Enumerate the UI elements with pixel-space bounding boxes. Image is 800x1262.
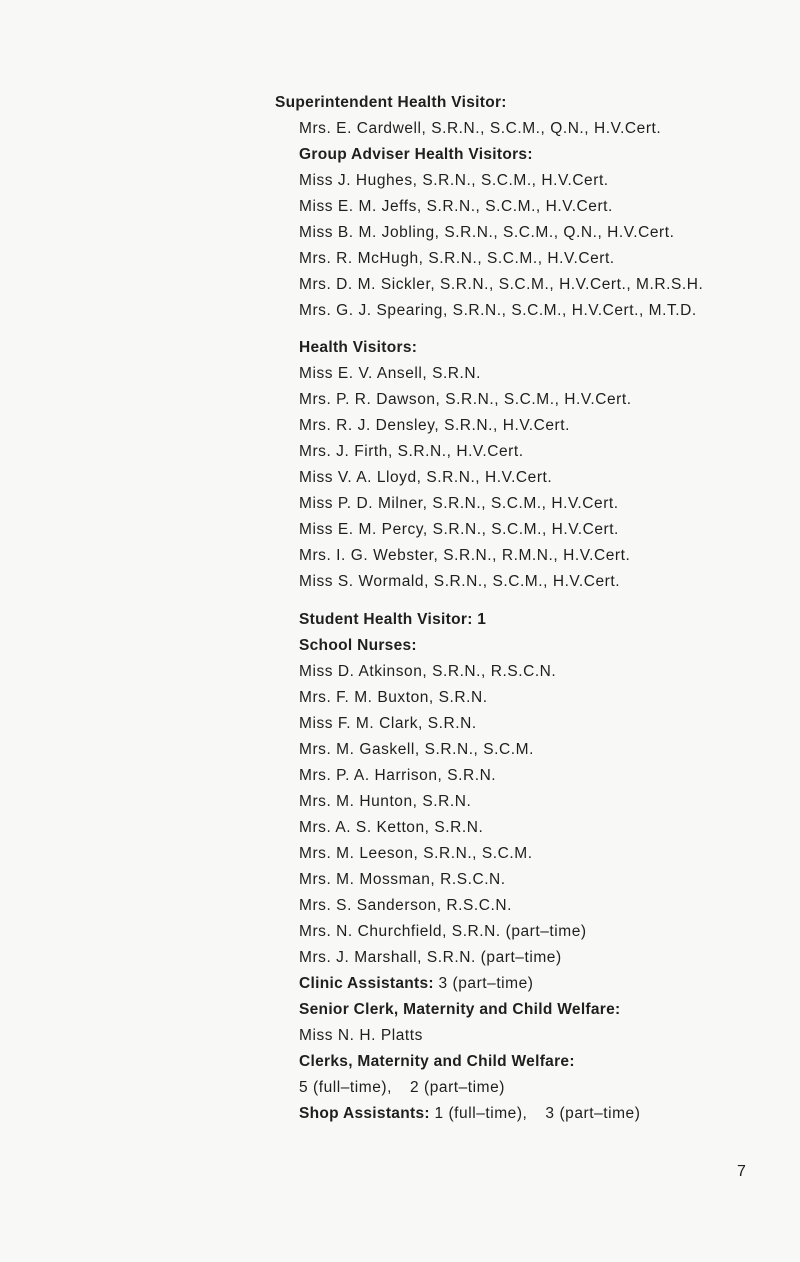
- staff-entry: Mrs. E. Cardwell, S.R.N., S.C.M., Q.N., H.V.Cert.: [299, 120, 662, 137]
- staff-entry: Mrs. M. Gaskell, S.R.N., S.C.M.: [299, 741, 534, 758]
- staff-entry: Mrs. S. Sanderson, R.S.C.N.: [299, 897, 512, 914]
- staff-entry: Mrs. P. A. Harrison, S.R.N.: [299, 767, 497, 784]
- staff-entry: Miss V. A. Lloyd, S.R.N., H.V.Cert.: [299, 469, 553, 486]
- clerks-part-time: 2 (part–time): [409, 1079, 505, 1096]
- staff-entry: Miss E. M. Percy, S.R.N., S.C.M., H.V.Cert.: [299, 521, 619, 538]
- staff-entry: Mrs. R. McHugh, S.R.N., S.C.M., H.V.Cert.: [299, 250, 615, 267]
- staff-entry: Mrs. I. G. Webster, S.R.N., R.M.N., H.V.Cert.: [299, 547, 631, 564]
- staff-entry: Miss S. Wormald, S.R.N., S.C.M., H.V.Cert.: [299, 573, 621, 590]
- staff-entry: Mrs. M. Leeson, S.R.N., S.C.M.: [299, 845, 533, 862]
- staff-entry: Miss E. M. Jeffs, S.R.N., S.C.M., H.V.Cert.: [299, 198, 613, 215]
- student-health-visitor-label: Student Health Visitor:: [299, 611, 473, 628]
- clinic-assistants-value: 3 (part–time): [438, 975, 534, 992]
- staff-entry: Mrs. M. Hunton, S.R.N.: [299, 793, 472, 810]
- page-number: 7: [737, 1163, 746, 1180]
- staff-entry: Miss F. M. Clark, S.R.N.: [299, 715, 477, 732]
- staff-entry: Miss D. Atkinson, S.R.N., R.S.C.N.: [299, 663, 557, 680]
- section-heading-school-nurses: School Nurses:: [299, 637, 417, 654]
- staff-entry: Miss E. V. Ansell, S.R.N.: [299, 365, 482, 382]
- section-heading-superintendent: Superintendent Health Visitor:: [275, 94, 507, 111]
- staff-entry: Miss B. M. Jobling, S.R.N., S.C.M., Q.N., H.V.Cert.: [299, 224, 675, 241]
- staff-entry: Mrs. G. J. Spearing, S.R.N., S.C.M., H.V.Cert., M.T.D.: [299, 302, 697, 319]
- shop-assistants-part-time: 3 (part–time): [545, 1105, 641, 1122]
- staff-entry: Mrs. A. S. Ketton, S.R.N.: [299, 819, 484, 836]
- shop-assistants-full-time: 1 (full–time),: [434, 1105, 528, 1122]
- staff-entry: Miss N. H. Platts: [299, 1027, 423, 1044]
- staff-entry: Mrs. J. Firth, S.R.N., H.V.Cert.: [299, 443, 524, 460]
- section-heading-shop-assistants: [299, 1104, 640, 1124]
- staff-entry: Miss P. D. Milner, S.R.N., S.C.M., H.V.Cert.: [299, 495, 619, 512]
- section-heading-student-health-visitor: [299, 610, 486, 630]
- clinic-assistants-label: Clinic Assistants:: [299, 975, 434, 992]
- staff-entry: Mrs. N. Churchfield, S.R.N. (part–time): [299, 923, 587, 940]
- staff-entry: Mrs. F. M. Buxton, S.R.N.: [299, 689, 488, 706]
- section-heading-health-visitors: Health Visitors:: [299, 339, 418, 356]
- section-heading-clinic-assistants: [299, 974, 534, 994]
- staff-entry: Mrs. M. Mossman, R.S.C.N.: [299, 871, 506, 888]
- clerks-full-time: 5 (full–time),: [299, 1079, 392, 1096]
- staff-entry: Mrs. P. R. Dawson, S.R.N., S.C.M., H.V.Cert.: [299, 391, 632, 408]
- section-heading-senior-clerk: Senior Clerk, Maternity and Child Welfare:: [299, 1001, 621, 1018]
- shop-assistants-label: Shop Assistants:: [299, 1105, 430, 1122]
- staff-entry: Miss J. Hughes, S.R.N., S.C.M., H.V.Cert.: [299, 172, 609, 189]
- section-heading-group-adviser: Group Adviser Health Visitors:: [299, 146, 533, 163]
- clerks-counts: [299, 1078, 505, 1098]
- staff-entry: Mrs. D. M. Sickler, S.R.N., S.C.M., H.V.Cert., M.R.S.H.: [299, 276, 704, 293]
- student-health-visitor-count: 1: [477, 611, 487, 628]
- section-heading-clerks: Clerks, Maternity and Child Welfare:: [299, 1053, 575, 1070]
- staff-entry: Mrs. J. Marshall, S.R.N. (part–time): [299, 949, 562, 966]
- staff-entry: Mrs. R. J. Densley, S.R.N., H.V.Cert.: [299, 417, 570, 434]
